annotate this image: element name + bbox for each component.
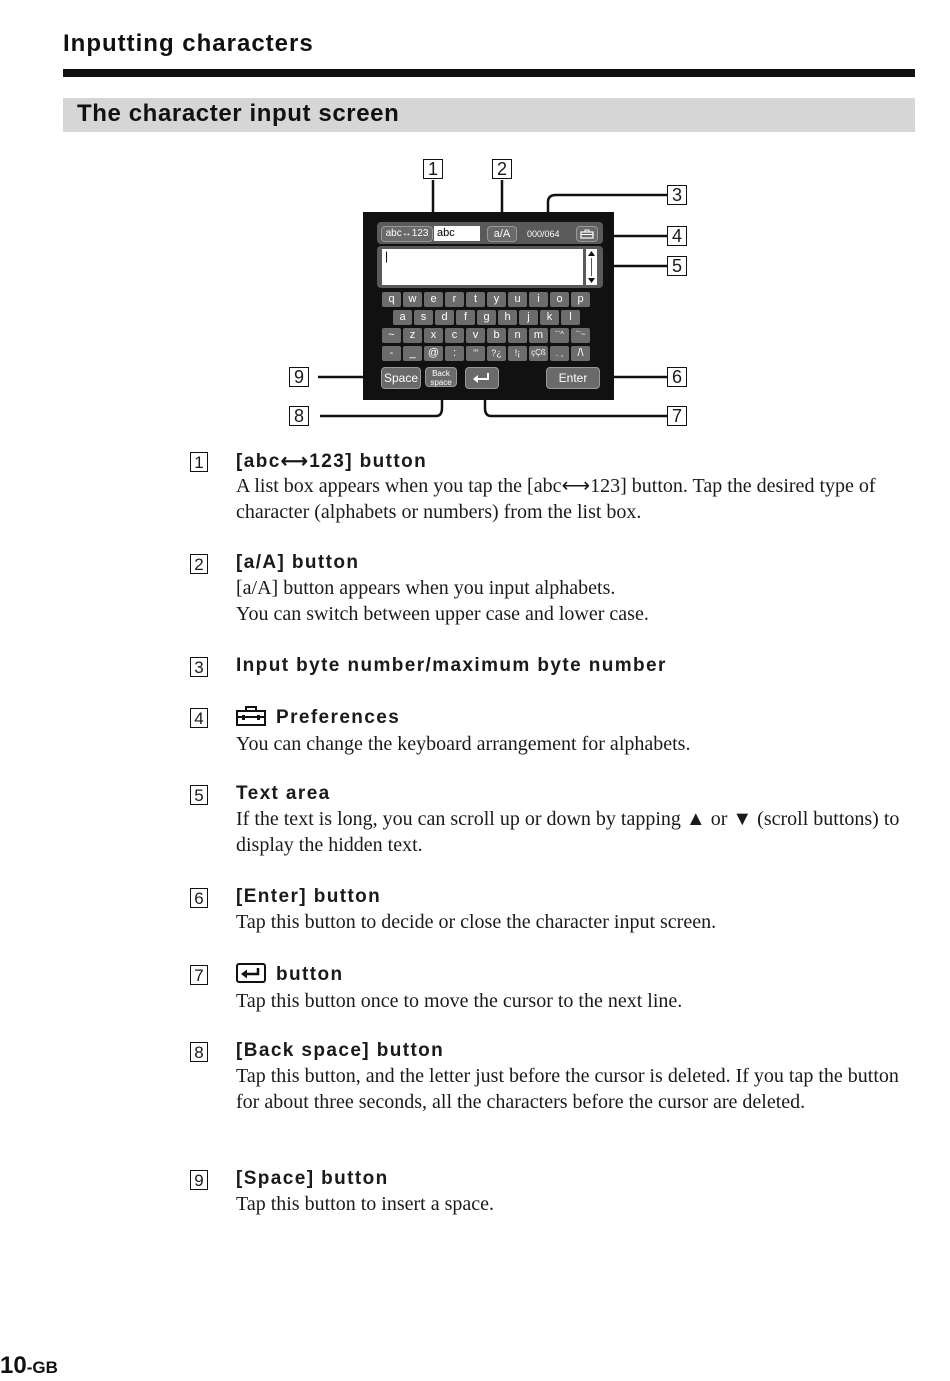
key[interactable]: g (477, 310, 496, 325)
key[interactable]: c (445, 328, 464, 343)
scroll-arrows-icon (586, 249, 597, 285)
key[interactable]: j (519, 310, 538, 325)
item-heading: [Space] button (236, 1168, 389, 1189)
item-heading: [Enter] button (236, 886, 382, 907)
key[interactable]: ~ (382, 328, 401, 343)
key[interactable]: : (445, 346, 464, 361)
case-toggle-button[interactable]: a/A (487, 226, 517, 242)
key[interactable]: f (456, 310, 475, 325)
item-heading: Input byte number/maximum byte number (236, 655, 667, 676)
item-body-line: You can change the keyboard arrangement for alphabets. (236, 733, 691, 755)
item-body (236, 576, 914, 627)
item-body (236, 1064, 914, 1115)
callout-5: 5 (667, 256, 687, 276)
chapter-rule (63, 69, 915, 77)
key[interactable]: _ (403, 346, 422, 361)
backspace-button[interactable]: Back space (425, 367, 457, 387)
key[interactable]: v (466, 328, 485, 343)
key[interactable]: i (529, 292, 548, 307)
item-heading: Preferences (276, 707, 401, 728)
abc-123-button[interactable]: abc↔123 (381, 226, 433, 242)
key[interactable]: a (393, 310, 412, 325)
callout-1: 1 (423, 159, 443, 179)
key[interactable]: /\ (571, 346, 590, 361)
item-body-line: Tap this button once to move the cursor to the next line. (236, 990, 683, 1012)
item-body (236, 910, 914, 936)
return-arrow-icon (236, 963, 266, 983)
key[interactable]: - (382, 346, 401, 361)
key[interactable]: ´¨^ (550, 328, 569, 343)
key[interactable]: q (382, 292, 401, 307)
space-button[interactable]: Space (381, 367, 421, 389)
callout-3: 3 (667, 185, 687, 205)
keyboard-row-1 (382, 292, 592, 307)
key[interactable]: ’” (466, 346, 485, 361)
item-body (236, 989, 914, 1015)
key[interactable]: x (424, 328, 443, 343)
text-area[interactable] (382, 249, 583, 285)
key[interactable]: `¨~ (571, 328, 590, 343)
key[interactable]: l (561, 310, 580, 325)
item-body-line: Tap this button to insert a space. (236, 1193, 494, 1215)
toolbox-icon (236, 706, 266, 726)
keyboard-row-3 (382, 328, 592, 343)
item-heading-row (236, 963, 343, 986)
item-heading: [abc⟷123] button (236, 451, 428, 472)
key[interactable]: s (414, 310, 433, 325)
key[interactable]: h (498, 310, 517, 325)
item-heading: Text area (236, 783, 331, 804)
device-screen (363, 212, 614, 400)
item-body-line: Tap this button to decide or close the character input screen. (236, 911, 717, 933)
byte-counter: 000/064 (527, 229, 560, 239)
scrollbar[interactable] (586, 249, 597, 285)
item-body-line: If the text is long, you can scroll up or down by tapping ▲ or ▼ (scroll buttons) to display the hidden text. (236, 808, 900, 856)
item-number: 6 (190, 888, 208, 908)
key[interactable]: b (487, 328, 506, 343)
key[interactable]: !¡ (508, 346, 527, 361)
item-body (236, 807, 914, 858)
callout-6: 6 (667, 367, 687, 387)
item-heading: button (276, 964, 344, 985)
key[interactable]: z (403, 328, 422, 343)
key[interactable]: t (466, 292, 485, 307)
key[interactable]: d (435, 310, 454, 325)
item-number: 4 (190, 708, 208, 728)
key[interactable]: o (550, 292, 569, 307)
key[interactable]: n (508, 328, 527, 343)
section-header (63, 98, 915, 132)
toolbox-icon (580, 229, 594, 239)
section-title: The character input screen (77, 100, 400, 127)
page-number (0, 1352, 58, 1380)
item-number: 2 (190, 554, 208, 574)
callout-9: 9 (289, 367, 309, 387)
keyboard-row-2 (393, 310, 582, 325)
item-number: 8 (190, 1042, 208, 1062)
item-heading-row (236, 706, 400, 729)
callout-2: 2 (492, 159, 512, 179)
item-body (236, 1192, 914, 1218)
return-arrow-icon (470, 370, 494, 386)
key[interactable]: p (571, 292, 590, 307)
enter-button[interactable]: Enter (546, 367, 600, 389)
chapter-title: Inputting characters (63, 30, 314, 57)
callout-4: 4 (667, 226, 687, 246)
callout-8: 8 (289, 406, 309, 426)
callout-7: 7 (667, 406, 687, 426)
key[interactable]: u (508, 292, 527, 307)
item-number: 7 (190, 965, 208, 985)
item-body (236, 732, 914, 758)
keyboard-row-4 (382, 346, 592, 361)
preferences-button[interactable] (576, 226, 598, 242)
key[interactable]: k (540, 310, 559, 325)
key[interactable]: r (445, 292, 464, 307)
key[interactable]: w (403, 292, 422, 307)
item-body (236, 474, 914, 525)
item-heading: [Back space] button (236, 1040, 445, 1061)
item-body-line: You can switch between upper case and lower case. (236, 602, 649, 625)
key[interactable]: çÇß (529, 346, 548, 361)
item-number: 3 (190, 657, 208, 677)
item-number: 9 (190, 1170, 208, 1190)
key[interactable]: m (529, 328, 548, 343)
key[interactable]: y (487, 292, 506, 307)
key[interactable]: ?¿ (487, 346, 506, 361)
item-number: 5 (190, 785, 208, 805)
input-screen-figure (280, 150, 700, 440)
item-heading: [a/A] button (236, 552, 360, 573)
key[interactable]: e (424, 292, 443, 307)
mode-field: abc (434, 226, 480, 241)
key[interactable]: @ (424, 346, 443, 361)
key[interactable]: . , (550, 346, 569, 361)
text-cursor: | (385, 249, 389, 263)
item-body-line: Tap this button, and the letter just before the cursor is deleted. If you tap the button for about three seconds, all the characters before the cursor are deleted. (236, 1065, 899, 1113)
item-body-line: [a/A] button appears when you input alphabets. (236, 577, 616, 599)
page-number-suffix: -GB (26, 1358, 58, 1377)
page-number-value: 10 (0, 1352, 27, 1379)
return-button[interactable] (465, 367, 499, 389)
item-number: 1 (190, 452, 208, 472)
item-body-line: A list box appears when you tap the [abc⟷123] button. Tap the desired type of character (alphabets or numbers) from the list box. (236, 475, 876, 523)
